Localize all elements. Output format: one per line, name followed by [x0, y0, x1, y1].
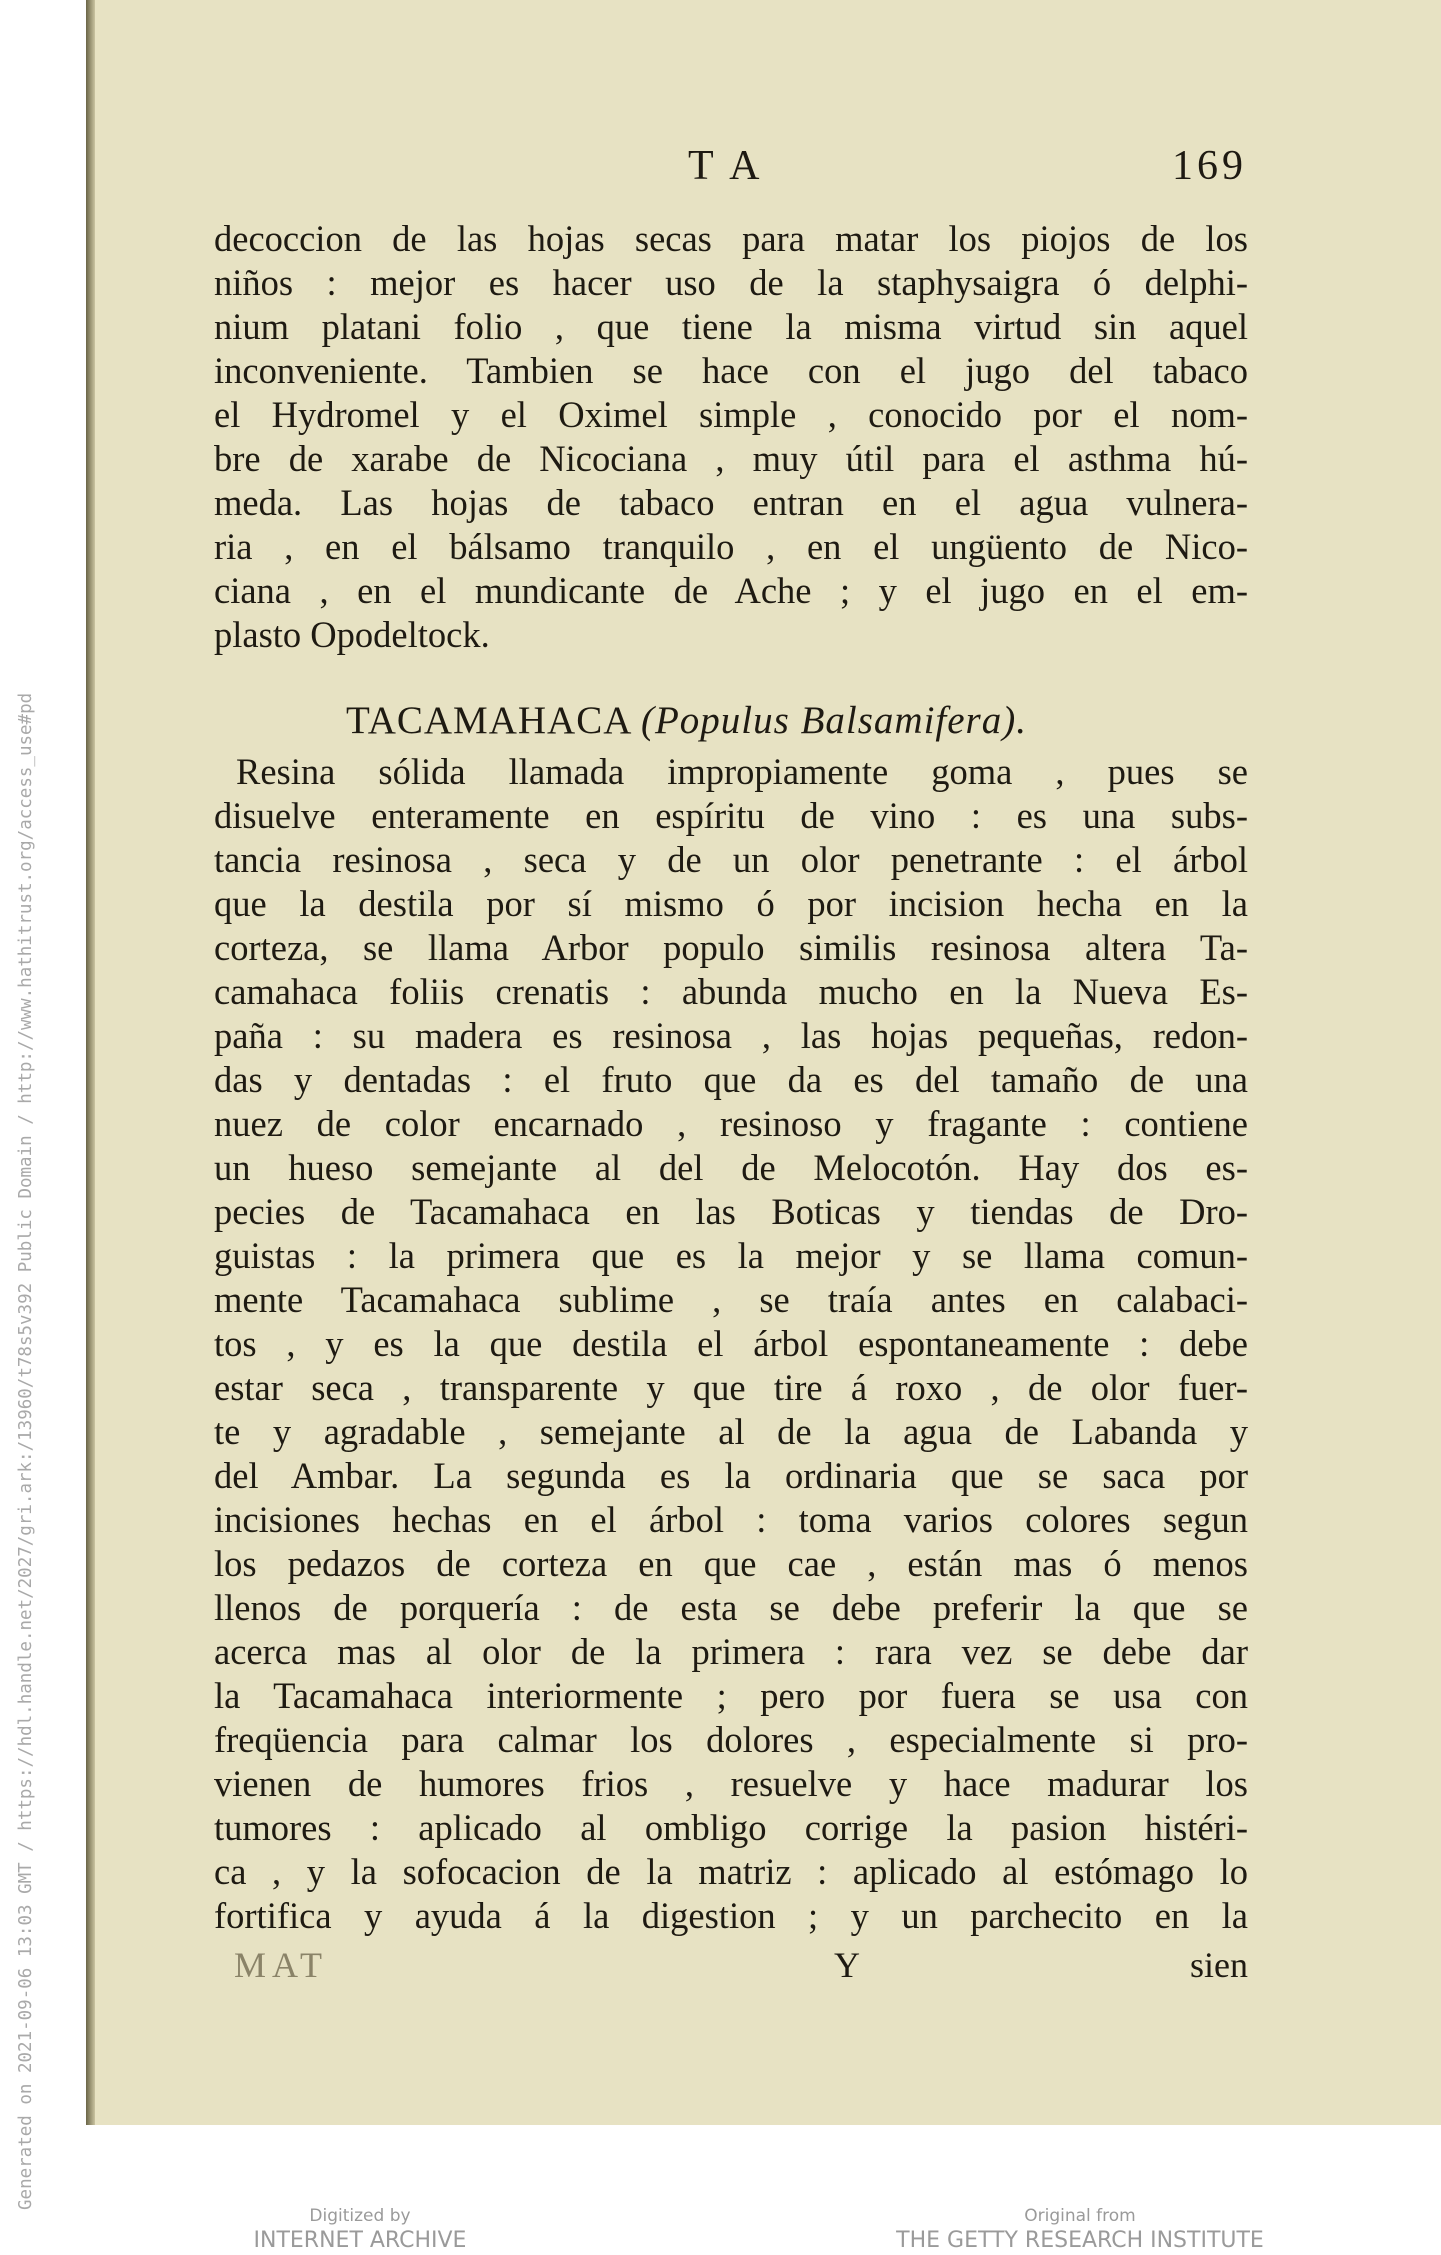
- text-line: nuez de color encarnado , resinoso y fragante : contiene: [214, 1103, 1248, 1144]
- page-number: 169: [1172, 143, 1247, 189]
- text-line: inconveniente. Tambien se hace con el jugo del tabaco: [214, 350, 1248, 391]
- text-line: tos , y es la que destila el árbol espontaneamente : debe: [214, 1323, 1248, 1364]
- entry-title: TACAMAHACA: [346, 699, 631, 742]
- text-line: Resina sólida llamada impropiamente goma , pues se: [236, 751, 1248, 792]
- original-from-label: Original from: [1024, 2206, 1136, 2226]
- text-line: disuelve enteramente en espíritu de vino : es una subs-: [214, 795, 1248, 836]
- text-line: paña : su madera es resinosa , las hojas pequeñas, redon-: [214, 1015, 1248, 1056]
- text-line: tancia resinosa , seca y de un olor penetrante : el árbol: [214, 839, 1248, 880]
- getty-label: THE GETTY RESEARCH INSTITUTE: [896, 2228, 1264, 2253]
- entry-latin-name: (Populus Balsamifera).: [641, 699, 1027, 742]
- generation-stamp: [0, 0, 44, 2220]
- text-line: bre de xarabe de Nicociana , muy útil para el asthma hú-: [214, 438, 1248, 479]
- entry-heading: [346, 698, 1027, 743]
- text-line: das y dentadas : el fruto que da es del tamaño de una: [214, 1059, 1248, 1100]
- text-line: acerca mas al olor de la primera : rara vez se debe dar: [214, 1631, 1248, 1672]
- catchword: sien: [1190, 1945, 1248, 1985]
- text-line: nium platani folio , que tiene la misma virtud sin aquel: [214, 306, 1248, 347]
- text-line: meda. Las hojas de tabaco entran en el agua vulnera-: [214, 482, 1248, 523]
- catchword-row: [214, 1944, 1248, 1988]
- text-line: corteza, se llama Arbor populo similis resinosa altera Ta-: [214, 927, 1248, 968]
- text-line: niños : mejor es hacer uso de la staphysaigra ó delphi-: [214, 262, 1248, 303]
- text-line: guistas : la primera que es la mejor y se llama comun-: [214, 1235, 1248, 1276]
- text-line: tumores : aplicado al ombligo corrige la pasion histéri-: [214, 1807, 1248, 1848]
- text-line: decoccion de las hojas secas para matar los piojos de los: [214, 218, 1248, 259]
- text-line: freqüencia para calmar los dolores , especialmente si pro-: [214, 1719, 1248, 1760]
- text-line: incisiones hechas en el árbol : toma varios colores segun: [214, 1499, 1248, 1540]
- running-head: T A: [688, 143, 764, 189]
- digitized-by-block: [200, 2205, 520, 2255]
- text-line: la Tacamahaca interiormente ; pero por fuera se usa con: [214, 1675, 1248, 1716]
- text-line: camahaca foliis crenatis : abunda mucho en la Nueva Es-: [214, 971, 1248, 1012]
- text-line: el Hydromel y el Oximel simple , conocido por el nom-: [214, 394, 1248, 435]
- text-line: estar seca , transparente y que tire á roxo , de olor fuer-: [214, 1367, 1248, 1408]
- text-line: que la destila por sí mismo ó por incision hecha en la: [214, 883, 1248, 924]
- text-line: ca , y la sofocacion de la matriz : aplicado al estómago lo: [214, 1851, 1248, 1892]
- text-line: llenos de porquería : de esta se debe preferir la que se: [214, 1587, 1248, 1628]
- text-line: ria , en el bálsamo tranquilo , en el ungüento de Nico-: [214, 526, 1248, 567]
- text-line: vienen de humores frios , resuelve y hace madurar los: [214, 1763, 1248, 1804]
- generation-stamp-text: Generated on 2021-09-06 13:03 GMT / https://hdl.handle.net/2027/gri.ark:/13960/t78s5v392 Public Domain / http://www.hathitrust.org/access_use#pd: [16, 692, 36, 2210]
- internet-archive-label: INTERNET ARCHIVE: [253, 2228, 467, 2253]
- signature-mark: Y: [834, 1945, 860, 1985]
- original-from-block: [870, 2205, 1290, 2255]
- text-line: del Ambar. La segunda es la ordinaria que se saca por: [214, 1455, 1248, 1496]
- text-line: ciana , en el mundicante de Ache ; y el jugo en el em-: [214, 570, 1248, 611]
- text-line: los pedazos de corteza en que cae , están mas ó menos: [214, 1543, 1248, 1584]
- text-line: un hueso semejante al del de Melocotón. Hay dos es-: [214, 1147, 1248, 1188]
- text-line: fortifica y ayuda á la digestion ; y un parchecito en la: [214, 1895, 1248, 1936]
- text-line: plasto Opodeltock.: [214, 614, 490, 655]
- text-line: pecies de Tacamahaca en las Boticas y tiendas de Dro-: [214, 1191, 1248, 1232]
- page-gutter-shadow: [86, 0, 95, 2125]
- faint-signature: MAT: [234, 1945, 329, 1985]
- digitized-by-label: Digitized by: [309, 2206, 411, 2226]
- text-line: mente Tacamahaca sublime , se traía antes en calabaci-: [214, 1279, 1248, 1320]
- text-line: te y agradable , semejante al de la agua de Labanda y: [214, 1411, 1248, 1452]
